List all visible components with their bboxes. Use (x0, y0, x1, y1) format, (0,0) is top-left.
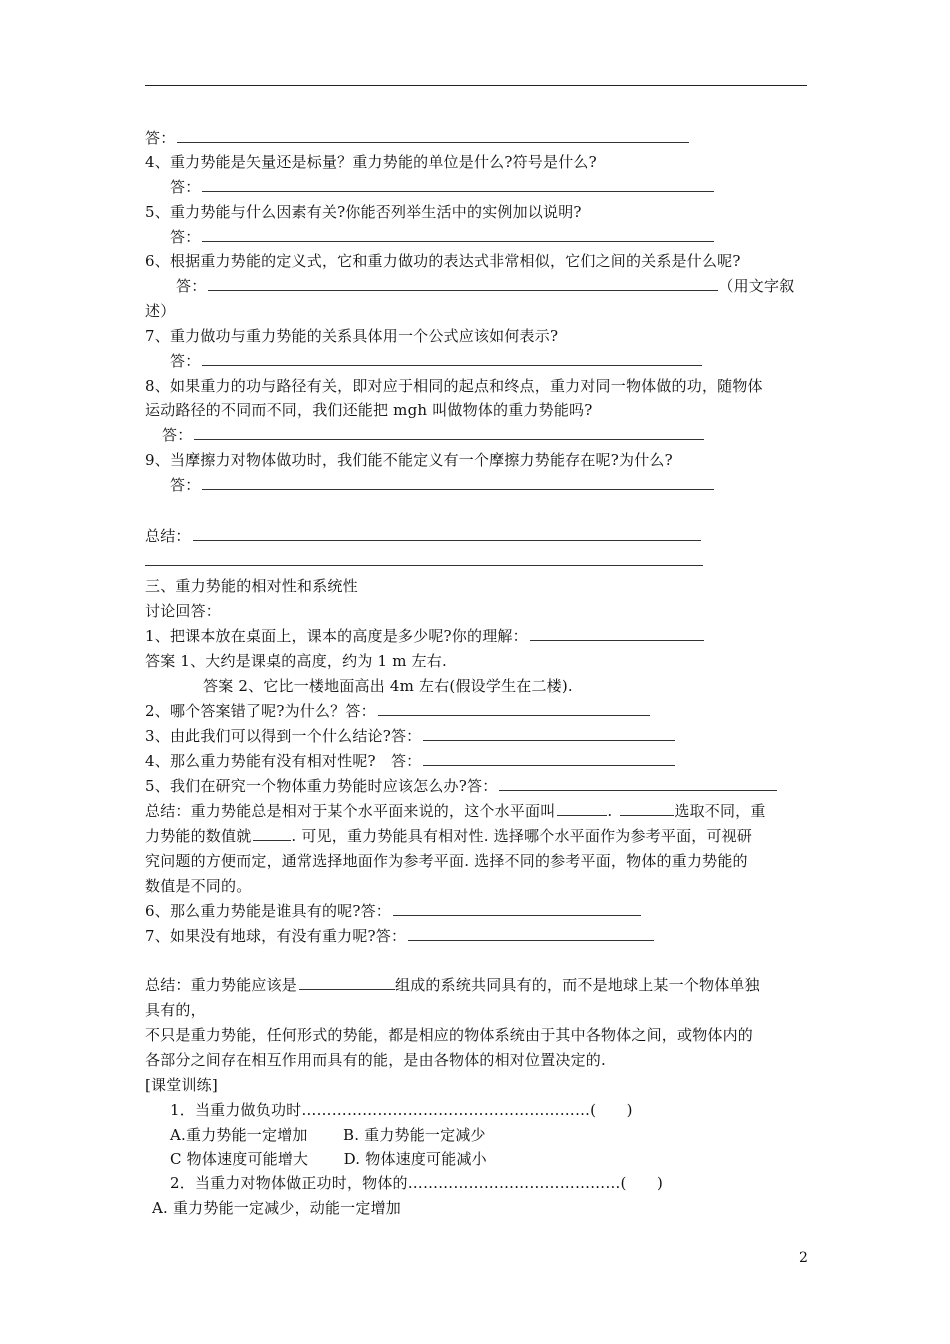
summary-2-line-3: 究问题的方便而定，通常选择地面作为参考平面. 选择不同的参考平面，物体的重力势能的 (145, 852, 748, 870)
question-8-line-2: 运动路径的不同而不同，我们还能把 mgh 叫做物体的重力势能吗? (145, 401, 593, 419)
summary-3-line-4: 各部分之间存在相互作用而具有的能，是由各物体的相对位置决定的. (145, 1051, 606, 1069)
exercise-2-option-a: A. 重力势能一定减少，动能一定增加 (152, 1199, 401, 1217)
question-9: 9、当摩擦力对物体做功时，我们能不能定义有一个摩擦力势能存在呢?为什么? (145, 451, 673, 469)
discussion-4: 4、那么重力势能有没有相对性呢? 答： (145, 751, 675, 771)
summary-2-line-4: 数值是不同的。 (145, 877, 252, 895)
discussion-label: 讨论回答： (145, 602, 222, 620)
question-4: 4、重力势能是矢量还是标量？重力势能的单位是什么?符号是什么? (145, 153, 597, 171)
answer-line-3: 答： (145, 128, 689, 148)
exercise-1-options-cd: C 物体速度可能增大 D. 物体速度可能减小 (170, 1150, 487, 1168)
answer-5: 答： (170, 227, 714, 247)
answer-7: 答： (170, 351, 702, 371)
answer-8: 答： (162, 425, 704, 445)
discussion-3: 3、由此我们可以得到一个什么结论?答： (145, 726, 675, 746)
header-rule (145, 85, 807, 86)
classroom-training-heading: [课堂训练] (145, 1076, 218, 1094)
answer-6-continuation: 述） (145, 302, 176, 320)
section-3-heading: 三、重力势能的相对性和系统性 (145, 577, 358, 595)
exercise-1-options-ab: A.重力势能一定增加 B. 重力势能一定减少 (170, 1126, 486, 1144)
summary-3-line-3: 不只是重力势能，任何形式的势能，都是相应的物体系统由于其中各物体之间，或物体内的 (145, 1026, 754, 1044)
discussion-7: 7、如果没有地球，有没有重力呢?答： (145, 926, 654, 946)
question-6: 6、根据重力势能的定义式，它和重力做功的表达式非常相似，它们之间的关系是什么呢? (145, 252, 741, 270)
question-8-line-1: 8、如果重力的功与路径有关，即对应于相同的起点和终点，重力对同一物体做的功，随物体 (145, 377, 763, 395)
answer-option-2: 答案 2、它比一楼地面高出 4m 左右(假设学生在二楼). (203, 677, 573, 695)
question-7: 7、重力做功与重力势能的关系具体用一个公式应该如何表示? (145, 327, 559, 345)
summary-2-line-1: 总结：重力势能总是相对于某个水平面来说的，这个水平面叫 . 选取不同，重 (145, 802, 766, 820)
exercise-1: 1．当重力做负功时…………………………………………………( ) (170, 1101, 633, 1119)
answer-option-1: 答案 1、大约是课桌的高度，约为 1 m 左右. (145, 652, 447, 670)
summary-3-line-2: 具有的， (145, 1001, 206, 1019)
answer-4: 答： (170, 177, 714, 197)
discussion-6: 6、那么重力势能是谁具有的呢?答： (145, 901, 641, 921)
answer-9: 答： (170, 475, 714, 495)
exercise-2: 2．当重力对物体做正功时，物体的……………………………………( ) (170, 1174, 664, 1192)
discussion-5: 5、我们在研究一个物体重力势能时应该怎么办?答： (145, 776, 777, 796)
answer-6: 答： （用文字叙 (176, 277, 795, 295)
summary-1: 总结： (145, 526, 701, 546)
question-5: 5、重力势能与什么因素有关?你能否列举生活中的实例加以说明? (145, 203, 582, 221)
summary-2-line-2: 力势能的数值就 . 可见，重力势能具有相对性. 选择哪个水平面作为参考平面，可视研 (145, 827, 753, 845)
summary-3-line-1: 总结：重力势能应该是 组成的系统共同具有的，而不是地球上某一个物体单独 (145, 976, 760, 994)
summary-1-blank (145, 551, 703, 571)
page-number: 2 (799, 1250, 808, 1266)
discussion-1: 1、把课本放在桌面上，课本的高度是多少呢?你的理解： (145, 626, 704, 646)
discussion-2: 2、哪个答案错了呢?为什么？答： (145, 701, 650, 721)
